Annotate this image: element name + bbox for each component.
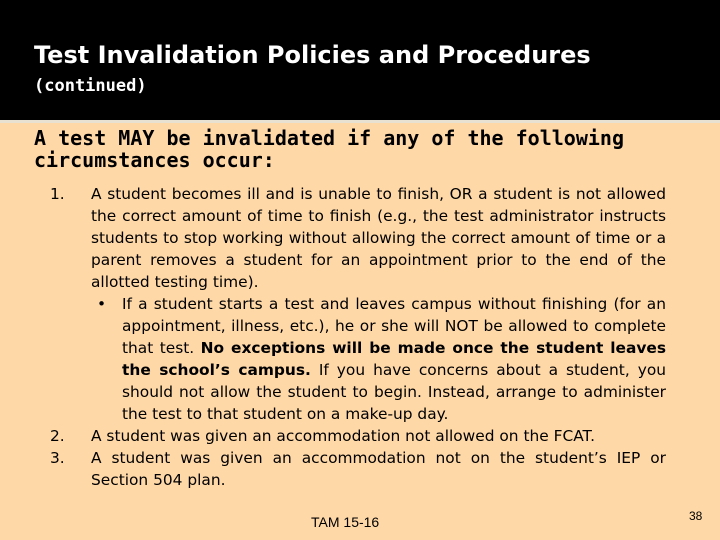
header-bar [0, 0, 720, 120]
circumstances-list [50, 183, 666, 491]
list-item-sub-container [50, 293, 666, 425]
footer-label: TAM 15-16 [311, 514, 380, 530]
list-item [50, 425, 666, 447]
list-item-number: 3. [50, 449, 65, 467]
intro-heading: A test MAY be invalidated if any of the following circumstances occur: [34, 126, 625, 172]
sub-item-text-continued: If you have concerns about a student, you should not allow the student to begin. Instead, arrange to administer the test to that student on a make-up day. [122, 361, 666, 423]
page-number: 38 [689, 509, 703, 523]
list-item-text: A student was given an accommodation not allowed on the FCAT. [91, 427, 595, 445]
slide-title: Test Invalidation Policies and Procedures [34, 41, 591, 69]
sub-item-bold-text: No exceptions will be made once the student leaves the school’s campus. [122, 339, 666, 379]
list-item [50, 183, 666, 293]
sub-item-text: If a student starts a test and leaves campus without finishing (for an appointment, illness, etc.), he or she will NOT be allowed to complete that test. [122, 295, 666, 357]
list-item-text: A student was given an accommodation not on the student’s IEP or Section 504 plan. [91, 449, 666, 489]
list-item-number: 2. [50, 427, 65, 445]
list-item-number: 1. [50, 185, 65, 203]
list-item [50, 447, 666, 491]
sub-list-item [91, 293, 666, 425]
slide-subtitle: (continued) [34, 76, 147, 96]
header-divider [0, 120, 720, 123]
list-item-text: A student becomes ill and is unable to finish, OR a student is not allowed the correct amount of time to finish (e.g., the test administrator instructs students to stop working without allowing the correct amount of time or a parent removes a student for an appointment prior to the end of the allotted testing time). [91, 185, 666, 291]
bullet-icon: • [97, 295, 107, 313]
